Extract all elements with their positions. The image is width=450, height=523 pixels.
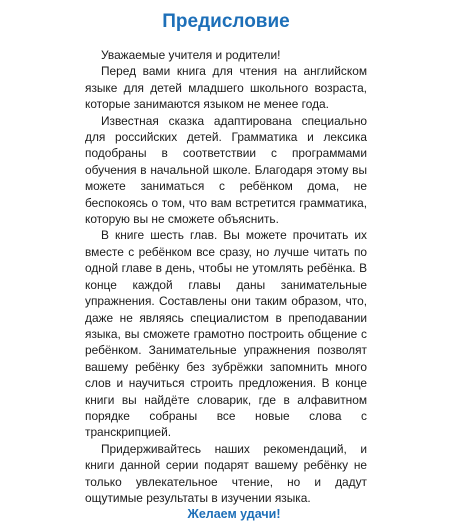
paragraph-4: Придерживайтесь наших рекомендаций, и книги данной серии подарят вашему ребёнку не только увлекательное чтение, но и дадут ощутимые результаты в изучении языка. — [85, 441, 367, 505]
page — [85, 10, 367, 522]
preface-body — [85, 47, 367, 523]
paragraph-1: Перед вами книга для чтения на английском языке для детей младшего школьного возраста, которые занимаются языком не менее года. — [85, 64, 367, 112]
paragraph-3: В книге шесть глав. Вы можете прочитать их вместе с ребёнком все сразу, но лучше читать по одной главе в день, чтобы не утомлять ребёнка. В конце каждой главы даны занимательные упражнения. Составлены они таким образом, что, даже не являясь специалистом в преподавании языка, вы сможете грамотно построить общение с ребёнком. Занимательные упражнения позволят вашему ребёнку без зубрёжки запомнить много слов и научиться строить предложения. В конце книги вы найдёте словарик, где в алфавитном порядке собраны все новые слова с транскрипцией. — [85, 228, 367, 440]
closing-wish: Желаем удачи! — [187, 507, 281, 522]
page-title: Предисловие — [162, 11, 290, 32]
paragraph-2: Известная сказка адаптирована специально для российских детей. Грамматика и лексика подобраны в соответствии с программами обучения в начальной школе. Благодаря этому вы можете заниматься с ребёнком дома, не беспокоясь о том, что вам встретится грамматика, которую вы не сможете объяснить. — [85, 113, 367, 227]
greeting: Уважаемые учителя и родители! — [101, 48, 281, 62]
